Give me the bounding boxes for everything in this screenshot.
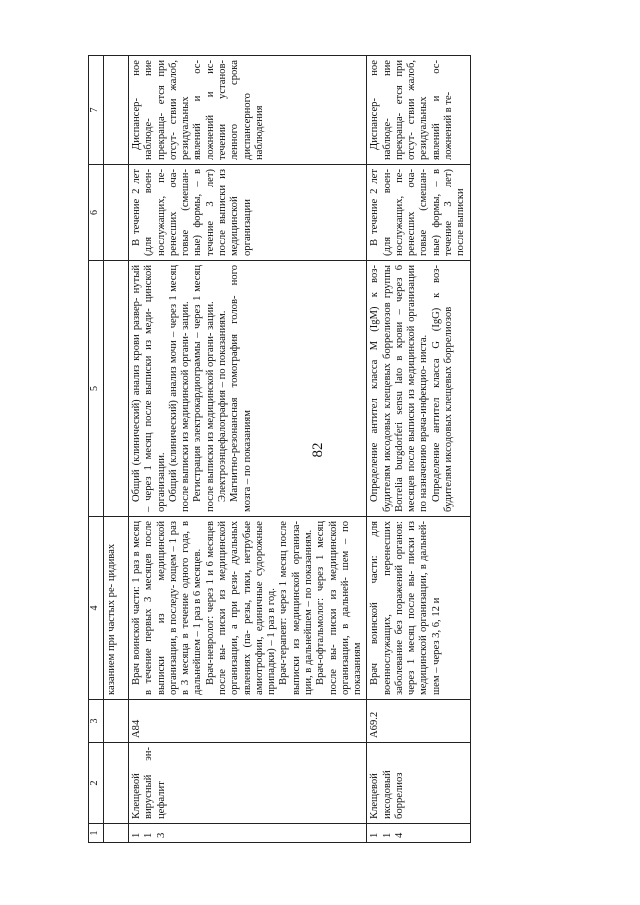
continuation-row	[104, 56, 129, 843]
table-cell: казанием при частых ре- цидивах	[104, 517, 129, 700]
rotated-table-frame	[88, 60, 582, 843]
icd-code: A84	[129, 700, 367, 743]
header-cell: 2	[89, 743, 104, 824]
observation-duration: В течение 2 лет (для воен- нослужащих, пе- ренесших оча- говые (смешан- ные) формы, – в течение 3 лет) после выписки	[367, 165, 470, 261]
table-cell	[104, 824, 129, 843]
table-row	[129, 56, 367, 843]
examinations: Общий (клинический) анализ крови развер- нутый – через 1 месяц после выписки из меди- цинской организации. Общий (клинический) анализ мочи – через 1 месяц после выписки из медицинской органи- зации. Регистрация электрокардиограммы – через 1 месяц после выписки из медицинской органи- зации. Электроэнцефалография – по показаниям. Магнитно-резонансная томография голов- ного мозга – по показаниям	[129, 261, 367, 517]
row-number: 114	[367, 824, 470, 843]
table-cell	[104, 261, 129, 517]
examinations: Определение антител класса M (IgM) к воз- будителям иксодовых клещевых боррелиозов группы Borrelia burgdorferi sensu lato в крови – через 6 месяцев после выписки из медицинской организации по назначению врача-инфекцио- ниста. Определение антител класса G (IgG) к воз- будителям иксодовых клещевых боррелиозов	[367, 261, 470, 517]
termination-criteria: Диспансер- ное наблюде- ние прекраща- ется при отсут- ствии жалоб, резидуальных явлений и ос- ложнений и ис- течении установ- ленного срока диспансерного наблюдения	[129, 56, 367, 165]
observation-schedule: Врач воинской части: 1 раз в месяц в течение первых 3 месяцев после выписки из медицинской организации, в последу- ющем – 1 раз в 3 месяца в течение одного года, в дальнейшем – 1 раз в 6 месяцев. Врач-невролог: через 1 и 6 месяцев после вы- писки из медицинской организации, а при рези- дуальных явлениях (па- резы, тики, нетрубые амиотрофии, единичные судорожные припадки) – 1 раз в год. Врач-терапевт: через 1 месяц после выписки из медицинской организа- ции, в дальнейшем – по показаниям. Врач-офтальмолог: через 1 месяц после вы- писки из медицинской организации, в дальней- шем – по показаниям	[129, 517, 367, 700]
termination-criteria: Диспансер- ное наблюде- ние прекраща- ется при отсут- ствии жалоб, резидуальных явлений и ос- ложнений в те-	[367, 56, 470, 165]
header-cell: 4	[89, 517, 104, 700]
table-cell	[104, 700, 129, 743]
header-cell: 5	[89, 261, 104, 517]
table-wrapper	[88, 60, 582, 843]
header-cell: 1	[89, 824, 104, 843]
disease-table	[88, 55, 471, 843]
observation-schedule: Врач воинской части: для военнослужащих, перенесших заболевание без поражений органов: через 1 месяц после вы- писки из медицинской организации, в дальней- шем – через 3, 6, 12 и	[367, 517, 470, 700]
header-cell: 6	[89, 165, 104, 261]
header-cell: 3	[89, 700, 104, 743]
disease-name: Клещевой вирусный эн- цефалит	[129, 743, 367, 824]
header-row	[89, 56, 104, 843]
row-number: 113	[129, 824, 367, 843]
header-cell: 7	[89, 56, 104, 165]
table-cell	[104, 56, 129, 165]
page-number: 82	[310, 442, 326, 458]
table-row	[367, 56, 470, 843]
disease-name: Клещевой иксодовый боррелиоз	[367, 743, 470, 824]
icd-code: A69.2	[367, 700, 470, 743]
table-cell	[104, 165, 129, 261]
table-cell	[104, 743, 129, 824]
observation-duration: В течение 2 лет (для воен- нослужащих, пе- ренесших оча- говые (смешан- ные) формы, – в течение 3 лет) после выписки из медицинской организации	[129, 165, 367, 261]
